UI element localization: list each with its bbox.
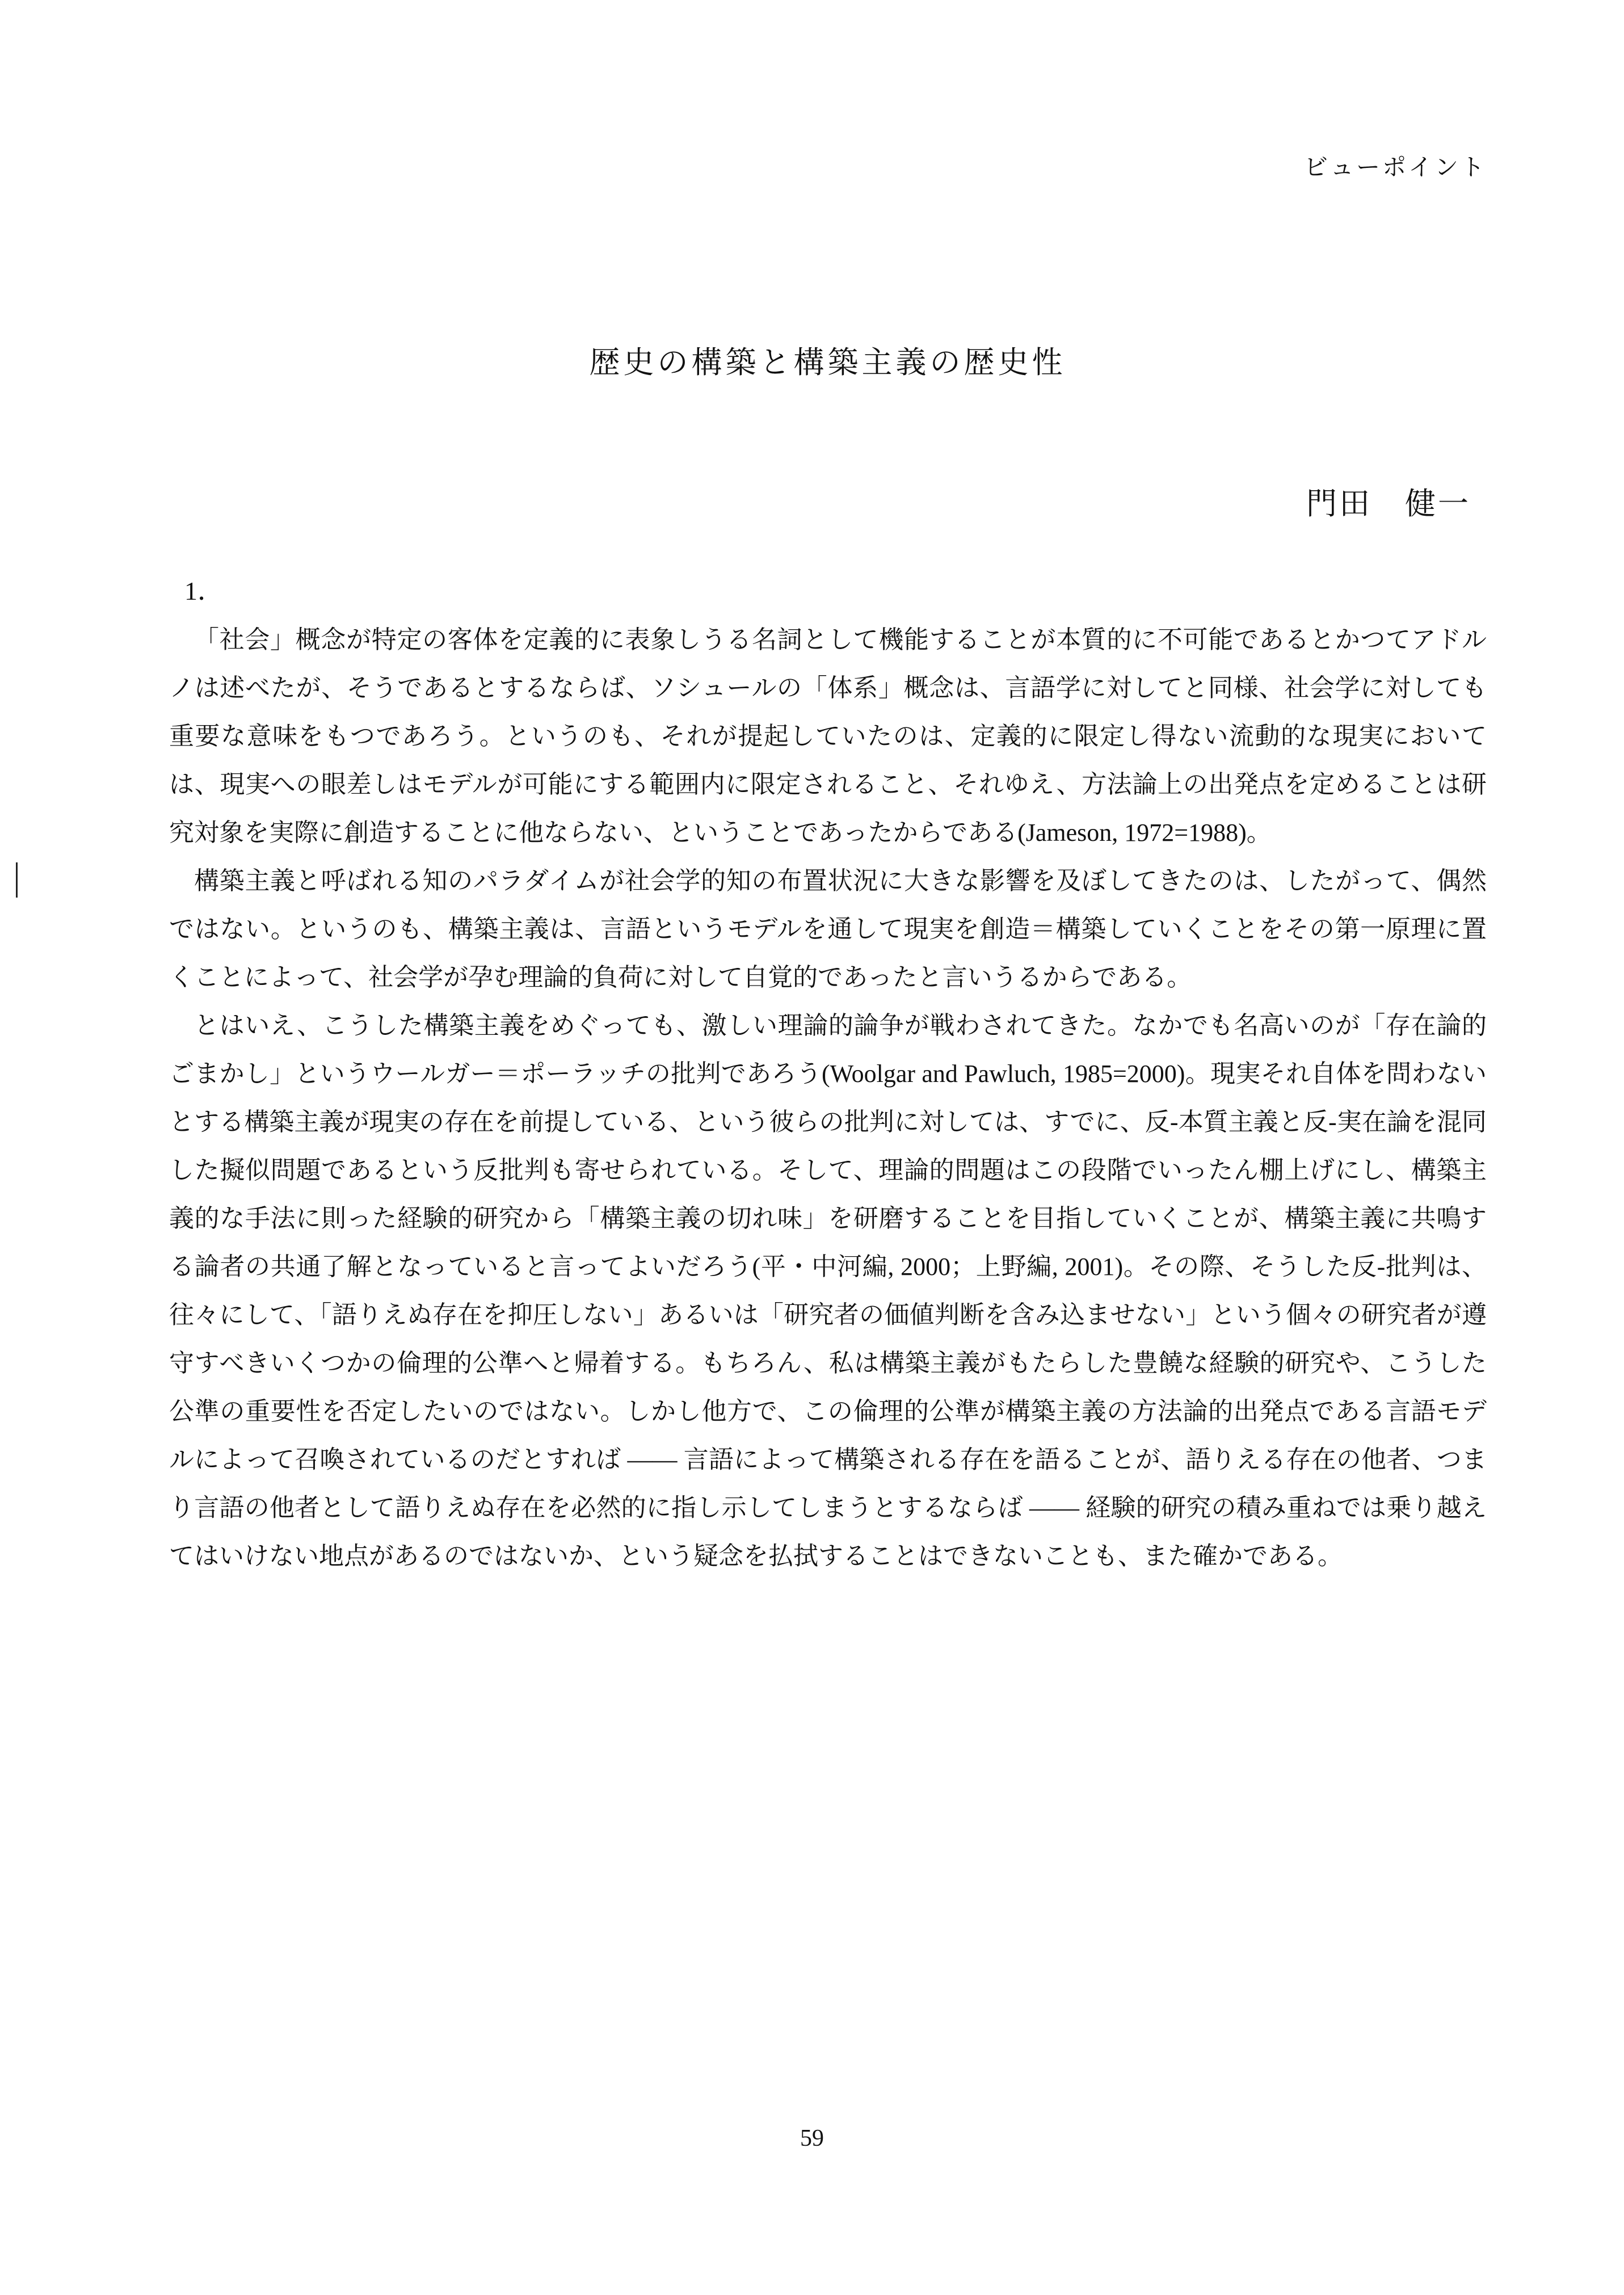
body-paragraph: 「社会」概念が特定の客体を定義的に表象しうる名詞として機能することが本質的に不可能であるとかつてアドルノは述べたが、そうであるとするならば、ソシュールの「体系」概念は、言語学に対してと同様、社会学に対しても重要な意味をもつであろう。というのも、それが提起していたのは、定義的に限定し得ない流動的な現実においては、現実への眼差しはモデルが可能にする範囲内に限定されること、それゆえ、方法論上の出発点を定めることは研究対象を実際に創造することに他ならない、ということであったからである(Jameson, 1972=1988)。 — [169, 626, 1487, 847]
header-label: ビューポイント — [1303, 155, 1487, 181]
author-name: 門田 健一 — [1306, 487, 1471, 521]
section-heading: 1． — [184, 576, 224, 605]
body-text — [169, 616, 1487, 1580]
body-paragraph: 構築主義と呼ばれる知のパラダイムが社会学的知の布置状況に大きな影響を及ぼしてきたのは、したがって、偶然ではない。というのも、構築主義は、言語というモデルを通して現実を創造＝構築していくことをその第一原理に置くことによって、社会学が孕む理論的負荷に対して自覚的であったと言いうるからである。 — [169, 867, 1487, 991]
page-number: 59 — [800, 2125, 824, 2151]
body-paragraph: とはいえ、こうした構築主義をめぐっても、激しい理論的論争が戦わされてきた。なかでも名高いのが「存在論的ごまかし」というウールガー＝ポーラッチの批判であろう(Woolgar and Pawluch, 1985=2000)。現実それ自体を問わないとする構築主義が現実の存在を前提している、という彼らの批判に対しては、すでに、反-本質主義と反-実在論を混同した擬似問題であるという反批判も寄せられている。そして、理論的問題はこの段階でいったん棚上げにし、構築主義的な手法に則った経験的研究から「構築主義の切れ味」を研磨することを目指していくことが、構築主義に共鳴する論者の共通了解となっていると言ってよいだろう(平・中河編, 2000；上野編, 2001)。その際、そうした反-批判は、往々にして、「語りえぬ存在を抑圧しない」あるいは「研究者の価値判断を含み込ませない」という個々の研究者が遵守すべきいくつかの倫理的公準へと帰着する。もちろん、私は構築主義がもたらした豊饒な経験的研究や、こうした公準の重要性を否定したいのではない。しかし他方で、この倫理的公準が構築主義の方法論的出発点である言語モデルによって召喚されているのだとすれば ―― 言語によって構築される存在を語ることが、語りえる存在の他者、つまり言語の他者として語りえぬ存在を必然的に指し示してしまうとするならば ―― 経験的研究の積み重ねでは乗り越えてはいけない地点があるのではないか、という疑念を払拭することはできないことも、また確かである。 — [169, 1012, 1487, 1570]
margin-mark — [16, 862, 18, 898]
page-title: 歴史の構築と構築主義の歴史性 — [589, 346, 1066, 380]
